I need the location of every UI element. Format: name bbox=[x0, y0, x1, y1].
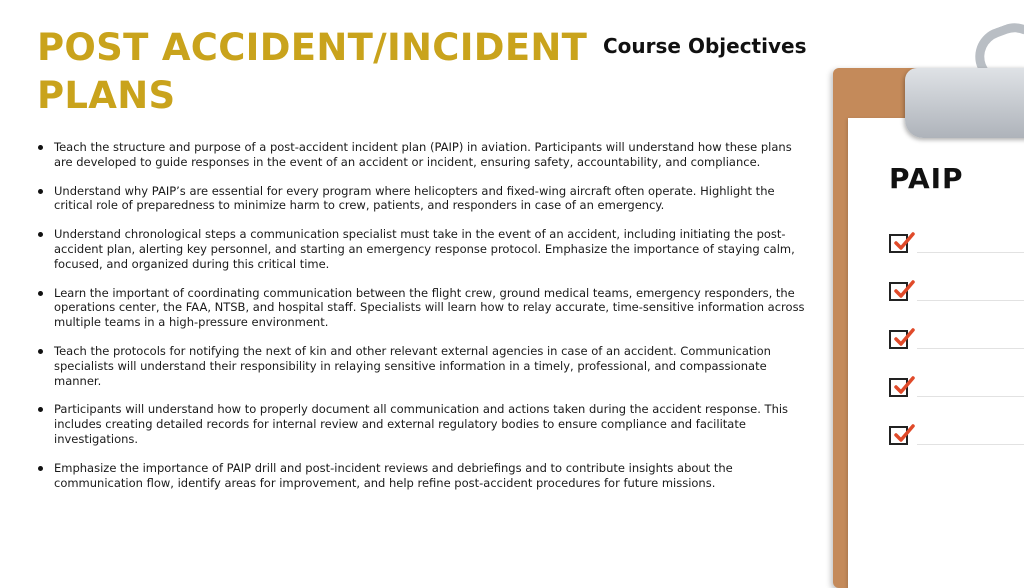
objective-item: Understand chronological steps a communication specialist must take in the event of an accident, including initiating the post-accident plan, alerting key personnel, and starting an emergency response protocol. Emphasize the importance of staying calm, focused, and organized during this critical time. bbox=[36, 227, 811, 271]
checklist-line bbox=[917, 396, 1024, 397]
checklist-line bbox=[917, 300, 1024, 301]
checklist-row bbox=[889, 422, 1024, 448]
clipboard-clip-icon bbox=[905, 68, 1024, 138]
objective-item: Teach the structure and purpose of a post-accident incident plan (PAIP) in aviation. Participants will understand how these plans are developed to guide responses in the event of an accident or incident, ensuring safety, accountability, and compliance. bbox=[36, 140, 811, 170]
checklist-row bbox=[889, 374, 1024, 400]
clipboard-label: PAIP bbox=[889, 162, 964, 195]
checkbox-icon bbox=[889, 282, 908, 301]
checklist-row bbox=[889, 278, 1024, 304]
checkmark-icon bbox=[894, 328, 916, 348]
checklist-row bbox=[889, 326, 1024, 352]
checkmark-icon bbox=[894, 424, 916, 444]
checkmark-icon bbox=[894, 232, 916, 252]
objective-item: Participants will understand how to properly document all communication and actions taken during the accident response. This includes creating detailed records for internal review and external regulatory bodies to ensure compliance and facilitate investigations. bbox=[36, 402, 811, 446]
objective-item: Emphasize the importance of PAIP drill and post-incident reviews and debriefings and to contribute insights about the communication flow, identify areas for improvement, and help refine post-accident procedures for future missions. bbox=[36, 461, 811, 491]
title-line-2: PLANS bbox=[37, 74, 176, 117]
checklist-row bbox=[889, 230, 1024, 256]
objective-item: Learn the important of coordinating communication between the flight crew, ground medical teams, emergency responders, the operations center, the FAA, NTSB, and hospital staff. Specialists will learn how to relay accurate, time-sensitive information across multiple teams in a high-pressure environment. bbox=[36, 286, 811, 330]
page-title bbox=[37, 24, 597, 120]
objective-item: Understand why PAIP’s are essential for every program where helicopters and fixed-wing aircraft often operate. Highlight the critical role of preparedness to minimize harm to crew, patients, and responders in case of an emergency. bbox=[36, 184, 811, 214]
checklist-line bbox=[917, 252, 1024, 253]
checkbox-icon bbox=[889, 426, 908, 445]
checkmark-icon bbox=[894, 280, 916, 300]
checklist-line bbox=[917, 444, 1024, 445]
title-line-1: POST ACCIDENT/INCIDENT bbox=[37, 26, 588, 69]
checklist-line bbox=[917, 348, 1024, 349]
objectives-list bbox=[36, 140, 811, 504]
section-subtitle: Course Objectives bbox=[603, 34, 807, 58]
checkbox-icon bbox=[889, 330, 908, 349]
checkmark-icon bbox=[894, 376, 916, 396]
checkbox-icon bbox=[889, 234, 908, 253]
objective-item: Teach the protocols for notifying the next of kin and other relevant external agencies in case of an accident. Communication specialists will understand their responsibility in relaying sensitive information in a timely, professional, and compassionate manner. bbox=[36, 344, 811, 388]
checkbox-icon bbox=[889, 378, 908, 397]
